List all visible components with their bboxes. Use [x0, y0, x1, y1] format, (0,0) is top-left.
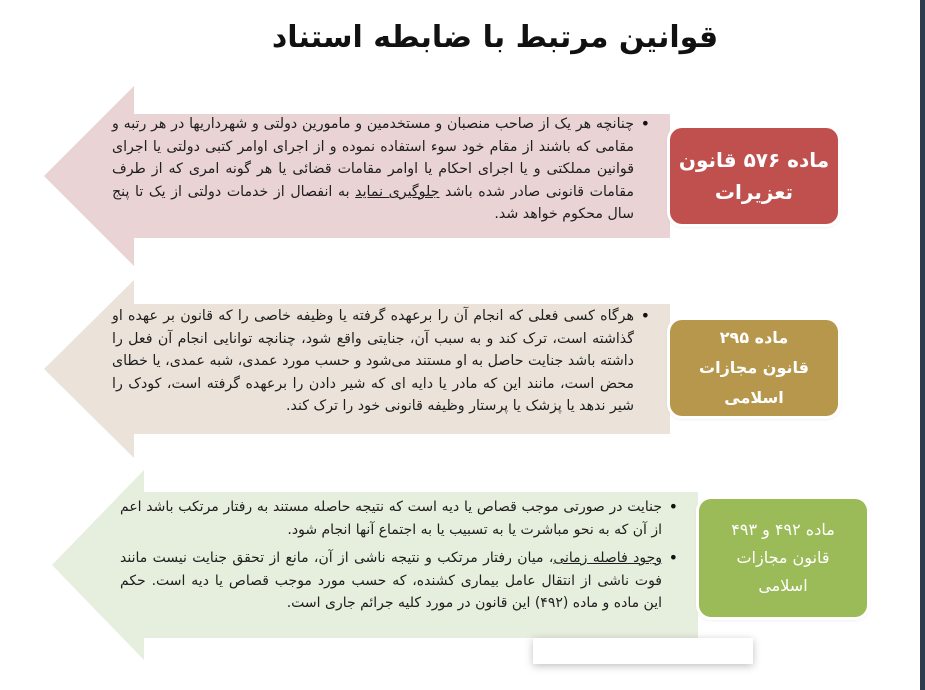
window-edge — [920, 0, 925, 690]
label-line: قانون مجازات اسلامی — [699, 358, 809, 407]
label-line: قانون مجازات — [736, 548, 830, 567]
article-492-493-label — [699, 499, 867, 617]
label-line: ماده ۲۹۵ — [719, 328, 789, 347]
label-line: تعزیرات — [714, 180, 794, 204]
overlay-panel-edge — [533, 638, 753, 664]
list-item: • جنایت در صورتی موجب قصاص یا دیه است که نتیجه حاصله مستند به رفتار مرتکب باشد اعم از آن که به نحو مباشرت یا به تسبیب یا به اجتماع آنها انجام شود. — [120, 496, 662, 541]
underlined-phrase: جلوگیری نماید — [355, 183, 440, 200]
section-1-text — [112, 113, 652, 226]
list-item: • چنانچه هر یک از صاحب منصبان و مستخدمین و مامورین دولتی و شهرداریها در هر رتبه و مقامی که باشند از مقام خود سوء استفاده نموده و از اجرای اوامر کتبی دولتی یا اجرای قوانین مملکتی و یا اجرای احکام یا اوامر مقامات قضائی یا هر گونه امری که از طرف مقامات قانونی صادر شده باشد جلوگیری نماید به انفصال از خدمات دولتی از یک تا پنج سال محکوم خواهد شد. — [112, 113, 634, 226]
article-576-label — [670, 128, 838, 224]
section-2-text — [112, 305, 652, 418]
list-item: • هرگاه کسی فعلی که انجام آن را برعهده گرفته یا وظیفه خاصی را که قانون بر عهده او گذاشته است، ترک کند و به سبب آن، جنایتی واقع شود، چنانچه توانایی انجام آن فعل را داشته باشد جنایت حاصل به او مستند می‌شود و حسب مورد عمدی، شبه عمدی، یا خطای محض است، مانند این که مادر یا دایه ای که شیر دادن را برعهده گرفته است، کودک را شیر ندهد یا پزشک یا پرستار وظیفه قانونی خود را ترک کند. — [112, 305, 634, 418]
section-3-text — [120, 496, 680, 615]
article-295-label — [670, 320, 838, 416]
label-line: ماده ۵۷۶ قانون — [678, 148, 830, 172]
list-item: • وجود فاصله زمانی، میان رفتار مرتکب و نتیجه ناشی از آن، مانع از تحقق جنایت نیست مانند فوت ناشی از انتقال عامل بیماری کشنده، که حسب مورد موجب قصاص یا دیه است. حکم این ماده و ماده (۴۹۲) این قانون در مورد کلیه جرائم جاری است. — [120, 547, 662, 615]
label-line: اسلامی — [758, 576, 808, 595]
page-title: قوانین مرتبط با ضابطه استناد — [271, 20, 719, 55]
label-line: ماده ۴۹۲ و ۴۹۳ — [731, 520, 835, 539]
underlined-phrase: وجود فاصله زمانی — [553, 550, 662, 566]
